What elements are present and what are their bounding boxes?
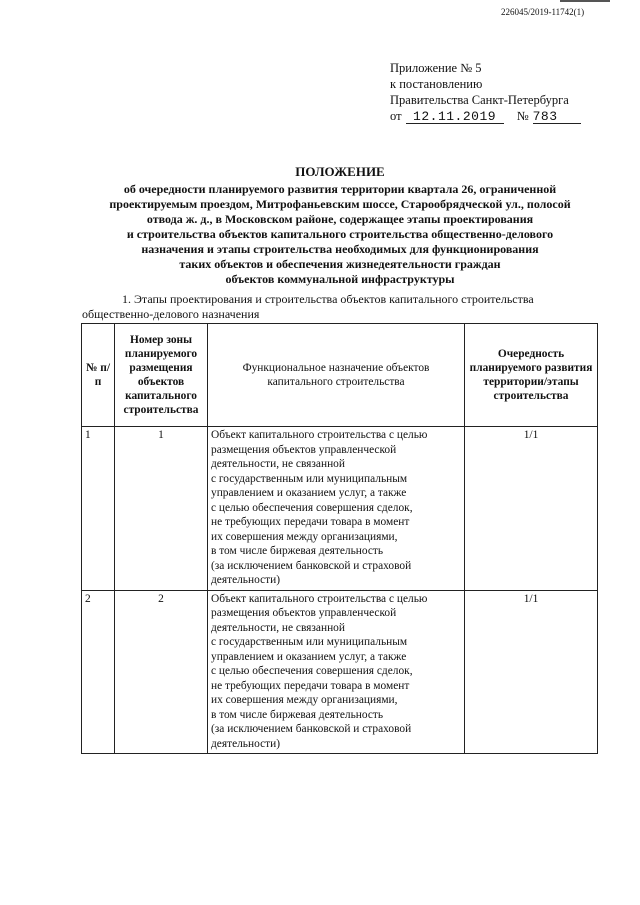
purpose-line: не требующих передачи товара в момент <box>211 516 410 528</box>
header-number: № п/п <box>82 324 115 427</box>
purpose-line: управлением и оказанием услуг, а также <box>211 487 407 499</box>
row-purpose <box>208 427 465 591</box>
header-stage: Очередность планируемого развития территории/этапы строительства <box>465 324 598 427</box>
purpose-line: Объект капитального строительства с целью <box>211 592 428 605</box>
purpose-line: размещения объектов управленческой <box>211 443 397 456</box>
subtitle-line: об очередности планируемого развития территории квартала 26, ограниченной <box>123 182 557 196</box>
purpose-line: деятельности, не связанной <box>211 458 345 470</box>
purpose-line: с целью обеспечения совершения сделок, <box>211 665 413 677</box>
purpose-line: в том числе биржевая деятельность <box>211 545 384 557</box>
purpose-line: (за исключением банковской и страховой <box>211 559 412 572</box>
subtitle-line: назначения и этапы строительства необходимых для функционирования <box>141 242 539 256</box>
table-row <box>82 427 598 591</box>
appendix-line-1: Приложение № 5 <box>390 61 482 75</box>
subtitle-line: отвода ж. д., в Московском районе, содержащее этапы проектирования <box>146 212 534 226</box>
subtitle-line: и строительства объектов капитального строительства общественно-делового <box>126 227 554 241</box>
row-number: 2 <box>82 590 115 754</box>
purpose-line: деятельности) <box>211 574 281 586</box>
subtitle-line: объектов коммунальной инфраструктуры <box>225 272 455 286</box>
appendix-block <box>390 60 581 124</box>
resolution-number: 783 <box>533 110 581 124</box>
from-label: от <box>390 109 402 123</box>
section-line-2: общественно-делового назначения <box>82 307 260 321</box>
purpose-line: деятельности) <box>211 737 281 750</box>
resolution-date: 12.11.2019 <box>406 110 504 124</box>
header-zone: Номер зоны планируемого размещения объектов капитального строительства <box>115 324 208 427</box>
purpose-line: в том числе биржевая деятельность <box>211 708 384 721</box>
purpose-line: с государственным или муниципальным <box>211 636 408 648</box>
title-heading: ПОЛОЖЕНИЕ <box>295 164 385 179</box>
header-purpose: Функциональное назначение объектов капитального строительства <box>208 324 465 427</box>
row-stage: 1/1 <box>465 590 598 754</box>
section-line-1: 1. Этапы проектирования и строительства объектов капитального строительства <box>122 292 534 306</box>
appendix-line-2: к постановлению <box>390 77 483 91</box>
document-number: 226045/2019-11742(1) <box>501 7 585 17</box>
stages-table <box>81 323 598 754</box>
document-title <box>60 164 620 287</box>
purpose-line: управлением и оказанием услуг, а также <box>211 650 407 663</box>
appendix-date-line <box>390 108 581 124</box>
row-zone: 2 <box>115 590 208 754</box>
section-heading <box>82 292 596 322</box>
subtitle-line: проектируемым проездом, Митрофаньевским шоссе, Старообрядческой ул., полосой <box>109 197 571 211</box>
purpose-line: размещения объектов управленческой <box>211 607 397 619</box>
row-zone: 1 <box>115 427 208 591</box>
purpose-line: их совершения между организациями, <box>211 694 398 706</box>
purpose-line: с целью обеспечения совершения сделок, <box>211 501 413 514</box>
row-number: 1 <box>82 427 115 591</box>
number-label: № <box>516 109 529 123</box>
purpose-line: не требующих передачи товара в момент <box>211 679 410 692</box>
table-row <box>82 590 598 754</box>
top-edge-line <box>560 0 610 2</box>
appendix-line-3: Правительства Санкт-Петербурга <box>390 93 569 107</box>
purpose-line: с государственным или муниципальным <box>211 472 408 485</box>
subtitle-line: таких объектов и обеспечения жизнедеятельности граждан <box>179 257 501 271</box>
table-header-row <box>82 324 598 427</box>
row-purpose <box>208 590 465 754</box>
purpose-line: Объект капитального строительства с целью <box>211 429 428 441</box>
purpose-line: (за исключением банковской и страховой <box>211 723 412 735</box>
row-stage: 1/1 <box>465 427 598 591</box>
purpose-line: их совершения между организациями, <box>211 530 398 543</box>
title-subtitle <box>60 182 620 287</box>
purpose-line: деятельности, не связанной <box>211 621 345 634</box>
